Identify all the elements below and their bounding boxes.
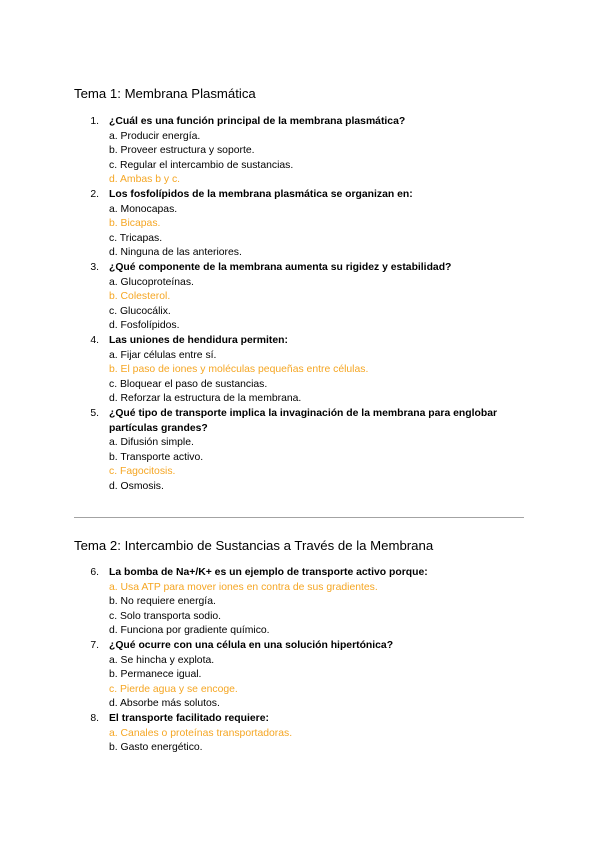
question-number: 6. xyxy=(90,567,99,578)
question-text: Los fosfolípidos de la membrana plasmática se organizan en: xyxy=(109,189,413,200)
option-a-correct: a. Canales o proteínas transportadoras. xyxy=(109,727,293,739)
section-title-tema-2: Tema 2: Intercambio de Sustancias a Través de la Membrana xyxy=(74,538,434,553)
option-c: c. Regular el intercambio de sustancias. xyxy=(109,159,294,171)
question-text: ¿Qué ocurre con una célula en una solución hipertónica? xyxy=(109,640,394,651)
option-a: a. Fijar células entre sí. xyxy=(109,349,217,361)
question-number: 8. xyxy=(90,713,99,724)
option-b: b. Permanece igual. xyxy=(109,669,202,681)
option-b: b. Transporte activo. xyxy=(109,451,204,463)
option-a: a. Difusión simple. xyxy=(109,437,194,449)
question-number: 4. xyxy=(90,335,99,346)
option-c: c. Glucocálix. xyxy=(109,305,171,317)
section-title-tema-1: Tema 1: Membrana Plasmática xyxy=(74,86,256,101)
question-text: La bomba de Na+/K+ es un ejemplo de transporte activo porque: xyxy=(109,567,428,578)
option-a: a. Producir energía. xyxy=(109,130,201,142)
option-c: c. Bloquear el paso de sustancias. xyxy=(109,378,268,390)
question-number: 7. xyxy=(90,640,99,651)
question-number: 1. xyxy=(90,116,99,127)
option-b: b. Proveer estructura y soporte. xyxy=(109,145,255,157)
option-b-correct: b. Colesterol. xyxy=(109,291,171,303)
question-text: ¿Cuál es una función principal de la membrana plasmática? xyxy=(109,116,406,127)
option-d: d. Funciona por gradiente químico. xyxy=(109,625,270,637)
section-divider xyxy=(74,517,524,518)
option-a-correct: a. Usa ATP para mover iones en contra de sus gradientes. xyxy=(109,581,378,593)
question-text: ¿Qué componente de la membrana aumenta su rigidez y estabilidad? xyxy=(109,262,452,273)
option-d: d. Ninguna de las anteriores. xyxy=(109,247,242,259)
option-d: d. Absorbe más solutos. xyxy=(109,698,220,710)
option-a: a. Monocapas. xyxy=(109,203,178,215)
option-c: c. Tricapas. xyxy=(109,232,163,244)
option-d: d. Fosfolípidos. xyxy=(109,320,180,332)
question-text: El transporte facilitado requiere: xyxy=(109,713,269,724)
option-d-correct: d. Ambas b y c. xyxy=(109,174,181,186)
option-d: d. Osmosis. xyxy=(109,481,164,492)
question-number: 3. xyxy=(90,262,99,273)
option-b-correct: b. Bicapas. xyxy=(109,218,161,230)
question-number: 2. xyxy=(90,189,99,200)
option-c-correct: c. Pierde agua y se encoge. xyxy=(109,683,238,695)
question-number: 5. xyxy=(90,408,99,419)
option-a: a. Se hincha y explota. xyxy=(109,654,215,666)
option-b: b. No requiere energía. xyxy=(109,596,216,608)
option-b: b. Gasto energético. xyxy=(109,742,203,754)
option-c-correct: c. Fagocitosis. xyxy=(109,466,176,478)
option-c: c. Solo transporta sodio. xyxy=(109,610,222,622)
question-text: ¿Qué tipo de transporte implica la invaginación de la membrana para englobar partículas grandes? xyxy=(109,408,498,434)
option-a: a. Glucoproteínas. xyxy=(109,276,194,288)
option-d: d. Reforzar la estructura de la membrana. xyxy=(109,393,302,405)
question-text: Las uniones de hendidura permiten: xyxy=(109,335,288,346)
option-b-correct: b. El paso de iones y moléculas pequeñas entre células. xyxy=(109,364,369,376)
